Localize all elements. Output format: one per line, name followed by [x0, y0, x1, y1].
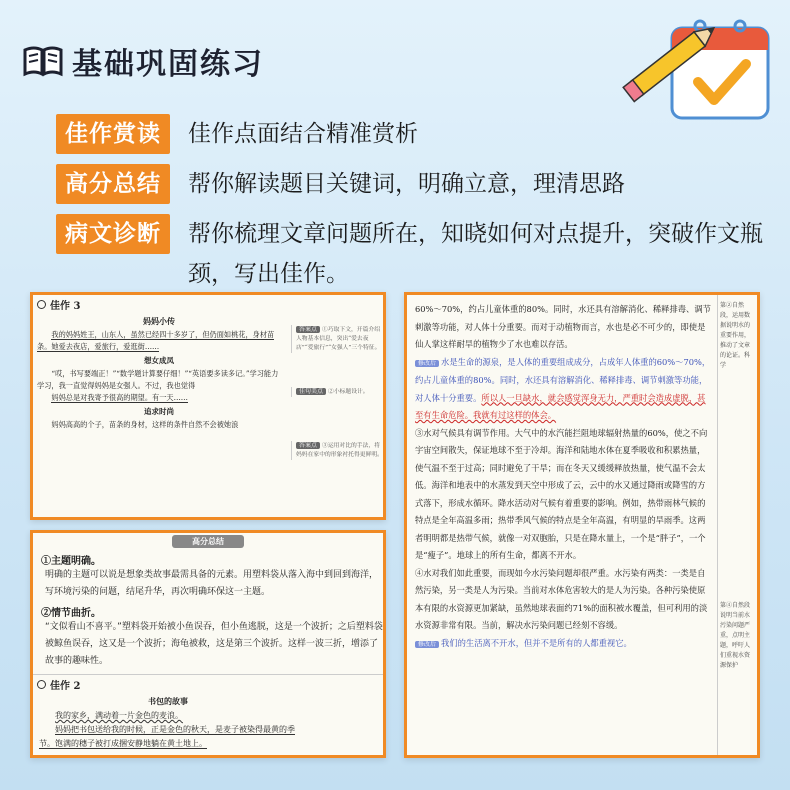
- feature-text-3: 帮你梳理文章问题所在，知晓如何对点提升，突破作文瓶颈，写出佳作。: [188, 221, 763, 287]
- feature-row-1: [56, 114, 728, 154]
- margin-note: 第④自然段说明当前水污染问题严重，点明主题，呼吁人们重视水资源保护: [720, 602, 751, 669]
- open-book-icon: [22, 44, 64, 78]
- point-text: “文似看山不喜平。”塑料袋开始被小鱼误吞，但小鱼逃脱，这是一个波折；之后塑料袋被鲸鱼误吞，这又是一个波折；海龟被救，这是第三个波折。这样一波三折，增添了故事的趣味性。: [45, 622, 383, 666]
- margin-note: 佳句美点 ②小标题设计。: [291, 387, 383, 397]
- summary-banner: 高分总结: [172, 535, 244, 548]
- paragraph: 妈妈把书包送给我的时候，正是金色的秋天，是麦子被染得最黄的季节。饱满的穗子被打成捆安静地躺在黄土地上。: [39, 725, 295, 748]
- feature-text-2: 帮你解读题目关键词，明确立意，理清思路: [188, 171, 625, 197]
- revision-note: 修改后 我们的生活离不开水，但并不是所有的人都重视它。: [415, 635, 711, 654]
- badge-summary: 高分总结: [56, 164, 170, 204]
- feature-text-1: 佳作点面结合精准赏析: [188, 121, 418, 147]
- point-text: 明确的主题可以说是想象类故事最需具备的元素。用塑料袋从落入海中到回到海洋，写环境污染的问题，结尾升华，再次明确环保这一主题。: [45, 570, 379, 597]
- feature-row-3: [56, 214, 768, 294]
- paragraph: ③水对气候具有调节作用。大气中的水汽能拦阻地球辐射热量的60%，使之不向宇宙空间散失，保证地球不至于冷却。海洋和陆地水体在夏季吸收和积累热量，使气温不至于过高；同时避免了干旱；而在冬天又缓缓释放热量，使气温不会太低。海洋和地表中的水蒸发到天空中形成了云，云中的水又通过降雨或降雪的方式落下，形成水循环。降水活动对气候有着重要的影响。例如，热带雨林气候的特点是全年高温多雨；热带季风气候的特点是全年高温，有明显的旱雨季。这两者明明都是热带气候，就像一对双胞胎，只是在降水量上，一个是“胖子”，一个是“瘦子”。地球上的所有生命，都离不开水。: [415, 427, 708, 560]
- margin-column: [717, 295, 757, 755]
- header: [22, 38, 264, 84]
- revision-note: 修改后 水是生命的源泉，是人体的重要组成成分，占成年人体重的60%～70%，约占儿童体重的80%。同时，水还具有溶解消化、稀释排毒、调节刺激等功能，对人体十分重要。所以人一旦缺水，就会感觉浑身无力，严重时会造成虚脱，甚至有生命危险。我就有过这样的体会。: [415, 356, 711, 420]
- page-diagnosis: [404, 292, 760, 758]
- paragraph: 妈妈高高的个子，苗条的身材，这样的条件自然不会被她浪: [51, 420, 239, 429]
- subheading: 追求时尚: [144, 407, 174, 416]
- feature-row-2: [56, 164, 728, 204]
- paragraph: “哎，书写要端正！”“数学题计算要仔细！”“英语要多读多记。”学习能力学习，我一直觉得妈妈是女强人。不过，我也觉得: [37, 369, 279, 390]
- essay-title: 书包的故事: [148, 696, 188, 706]
- section-title: 佳作 2: [33, 675, 383, 694]
- paragraph: ④水对我们如此重要，而现如今水污染问题却很严重。水污染有两类：一类是自然污染，另一类是人为污染。当前对水体危害较大的是人为污染。各种污染使原本有限的水资源更加紧缺，虽然地球表面约71%的面积被水覆盖，但可利用的淡水资源非常有限。当前，解决水污染问题已经刻不容缓。: [415, 567, 708, 630]
- badge-diagnosis: 病文诊断: [56, 214, 170, 254]
- point-title: ①主题明确。: [41, 556, 101, 567]
- subheading: 想女成凤: [144, 356, 174, 365]
- badge-showcase: 佳作赏读: [56, 114, 170, 154]
- page-essay-3: [30, 292, 386, 520]
- essay-title: 妈妈小传: [143, 316, 175, 326]
- page-summary: [30, 530, 386, 758]
- paragraph: 我的妈妈姓王，山东人，虽然已经四十多岁了，但仍面如桃花，身材苗条。她爱去夜店，爱旅行，爱逛街……: [37, 330, 275, 351]
- margin-note: 答案点 ①巧取下文，开篇介绍人物基本信息，突出“爱去夜店”“爱旅行”“女强人”三个特征。: [291, 325, 383, 353]
- paragraph: 妈妈总是对我寄予很高的期望。有一天……: [51, 393, 188, 402]
- page-title: 基础巩固练习: [72, 47, 264, 82]
- paragraph: 60%～70%，约占儿童体重的80%。同时，水还具有溶解消化、稀释排毒、调节刺激等功能，对人体十分重要。而对于动植物而言，水也是必不可少的，即使是仙人掌这样耐旱的植物少了水也难以存活。: [415, 304, 711, 349]
- point-title: ②情节曲折。: [41, 608, 101, 619]
- section-title: 佳作 3: [33, 295, 383, 314]
- margin-note: 答案点 ③运用对比的手法，将妈妈在家中的形象衬托得更鲜明。: [291, 441, 383, 460]
- paragraph: 我的家乡，满动着一片金色的麦浪。: [55, 711, 183, 720]
- margin-note: 第②自然段，运用数据说明水的重要作用，推动了文章的论证。科学: [720, 302, 751, 369]
